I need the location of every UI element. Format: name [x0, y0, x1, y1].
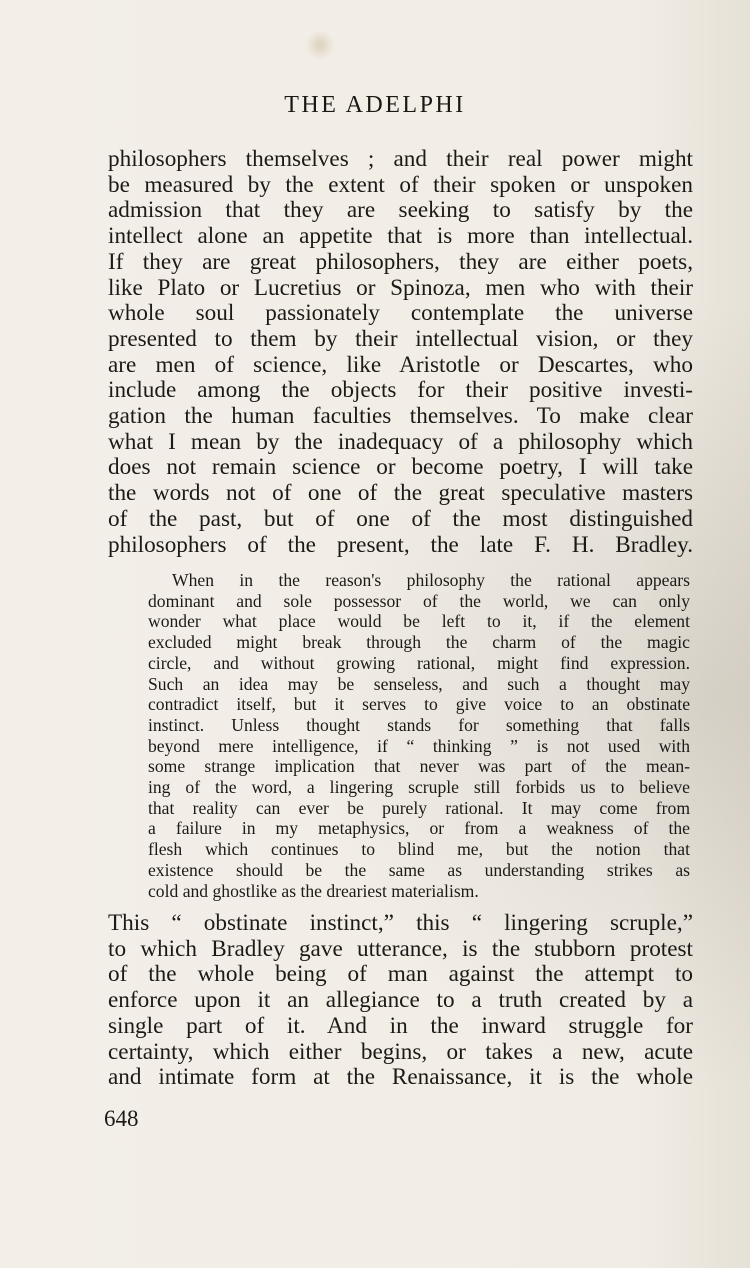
quote-line: cold and ghostlike as the dreariest materialism.: [148, 880, 479, 901]
quote-line: some strange implication that never was part of the mean-: [148, 756, 690, 777]
quote-line: dominant and sole possessor of the world, we can only: [148, 590, 690, 611]
text-line: of the past, but of one of the most distinguished: [108, 505, 693, 532]
quote-line: flesh which continues to blind me, but the notion that: [148, 839, 690, 860]
text-line: are men of science, like Aristotle or Descartes, who: [108, 351, 693, 378]
block-quote: [148, 570, 690, 901]
quote-line: circle, and without growing rational, might find expression.: [148, 652, 690, 673]
text-line: enforce upon it an allegiance to a truth created by a: [108, 987, 693, 1014]
quote-line: contradict itself, but it serves to give voice to an obstinate: [148, 694, 690, 715]
text-line: gation the human faculties themselves. To make clear: [108, 403, 693, 430]
text-line: does not remain science or become poetry, I will take: [108, 454, 693, 481]
text-line: include among the objects for their positive investi-: [108, 377, 693, 404]
text-line: what I mean by the inadequacy of a philosophy which: [108, 428, 693, 455]
quote-line: excluded might break through the charm of the magic: [148, 632, 690, 653]
quote-line: wonder what place would be left to it, if the element: [148, 611, 690, 632]
text-line: philosophers themselves ; and their real power might: [108, 146, 693, 172]
paragraph-1: [108, 147, 693, 558]
quote-line: beyond mere intelligence, if “ thinking ” is not used with: [148, 735, 690, 756]
text-line: of the whole being of man against the attempt to: [108, 961, 693, 988]
text-line: whole soul passionately contemplate the universe: [108, 300, 693, 327]
text-line: be measured by the extent of their spoken or unspoken: [108, 171, 693, 198]
text-line: philosophers of the present, the late F. H. Bradley.: [108, 531, 693, 558]
text-line: admission that they are seeking to satisfy by the: [108, 197, 693, 224]
quote-line: a failure in my metaphysics, or from a weakness of the: [148, 818, 690, 839]
running-head: THE ADELPHI: [284, 92, 466, 118]
text-line: like Plato or Lucretius or Spinoza, men who with their: [108, 274, 693, 301]
paper-stain: [305, 30, 335, 60]
text-line: and intimate form at the Renaissance, it is the whole: [108, 1064, 693, 1091]
text-line: intellect alone an appetite that is more than intellectual.: [108, 223, 693, 250]
quote-line: Such an idea may be senseless, and such a thought may: [148, 673, 690, 694]
text-line: to which Bradley gave utterance, is the stubborn protest: [108, 935, 693, 962]
quote-line: instinct. Unless thought stands for something that falls: [148, 714, 690, 735]
text-line: the words not of one of the great speculative masters: [108, 480, 693, 507]
text-line: If they are great philosophers, they are either poets,: [108, 248, 693, 275]
text-line: presented to them by their intellectual vision, or they: [108, 325, 693, 352]
text-line: single part of it. And in the inward struggle for: [108, 1012, 693, 1039]
quote-line: existence should be the same as understanding strikes as: [148, 859, 690, 880]
quote-line: that reality can ever be purely rational. It may come from: [148, 797, 690, 818]
quote-line: ing of the word, a lingering scruple still forbids us to believe: [148, 777, 690, 798]
page-number: 648: [104, 1106, 139, 1131]
text-line: certainty, which either begins, or takes a new, acute: [108, 1038, 693, 1065]
quote-line: When in the reason's philosophy the rational appears: [172, 570, 690, 590]
text-line: This “ obstinate instinct,” this “ lingering scruple,”: [108, 910, 693, 936]
paragraph-2: [108, 911, 693, 1091]
